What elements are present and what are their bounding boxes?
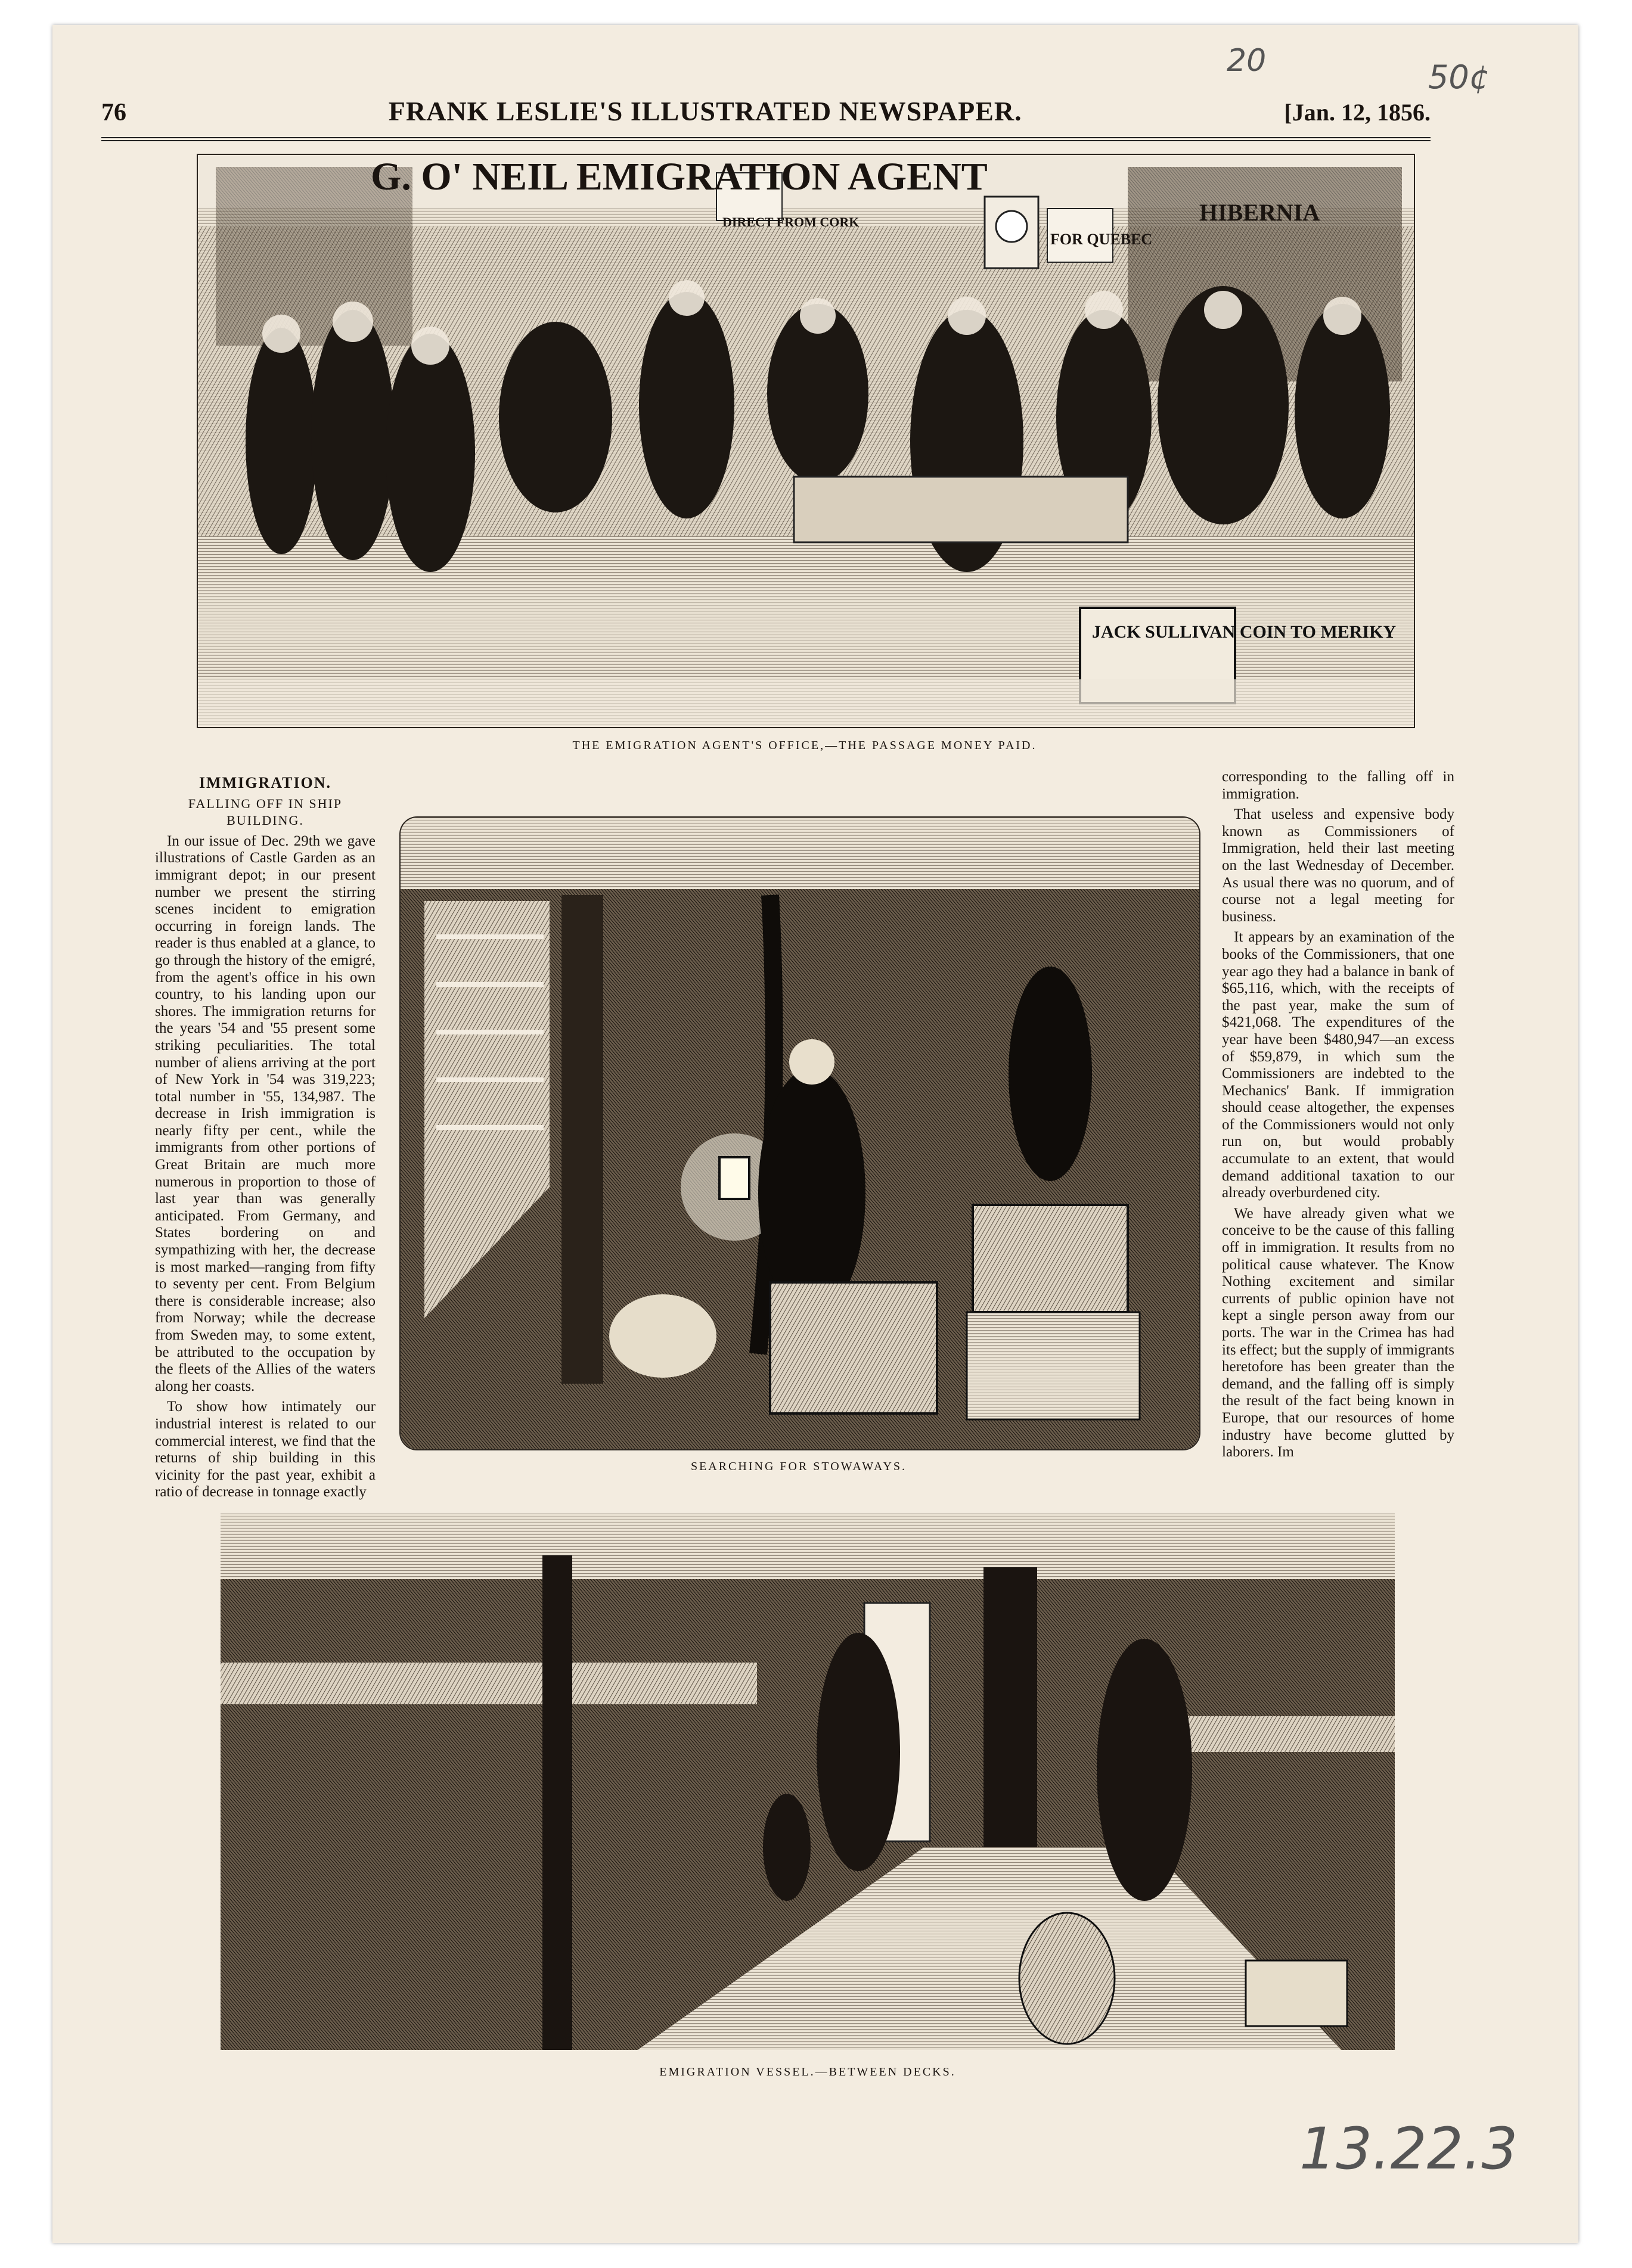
between-decks-engraving <box>221 1514 1395 2050</box>
article-subheading: FALLING OFF IN SHIP BUILDING. <box>188 796 343 828</box>
stowaways-engraving <box>401 818 1199 1449</box>
agent-office-engraving <box>198 155 1414 727</box>
agent-sign-text: G. O' NEIL EMIGRATION AGENT <box>371 155 988 198</box>
newspaper-title: FRANK LESLIE'S ILLUSTRATED NEWSPAPER. <box>388 96 1022 126</box>
article-paragraph: In our issue of Dec. 29th we gave illustrations of Castle Garden as an immigrant depot; in our present number we present the stirring scenes incident to emigration occurring in foreign lands. The reader is thus enabled at a glance, to go through the history of the emigré, from the agent's office in his own country, to his landing upon our shores. The immigration returns for the years '54 and '55 present some striking peculiarities. The total number of aliens arriving at the port of New York in '54 was 319,223; total number in '55, 134,987. The decrease in Irish immigration is nearly fifty per cent., while the immigrants from other portions of Great Britain are much more numerous in proportion to those of last year than was generally anticipated. From Germany, and States bordering on and sympathizing with her, the decrease is most marked—ranging from fifty to seventy per cent. From Belgium there is considerable increase; also from Norway; while the decrease from Sweden may, to some extent, be attributed to the occupation by the fleets of the Allies of the waters along her coasts. <box>155 832 376 1394</box>
article-paragraph: We have already given what we conceive to be the cause of this falling off in immigration. It results from no political cause whatever. The Know Nothing excitement and similar currents of public opinion have not kept a single person away from our ports. The war in the Crimea has had its effect; but the supply of immigrants heretofore has been greater than the demand, and the falling off is simply the result of the fact being known in Europe, that our resources of home industry have become glutted by laborers. Im <box>1222 1205 1454 1461</box>
middle-illustration-caption: SEARCHING FOR STOWAWAYS. <box>690 1460 907 1473</box>
page-number: 76 <box>101 99 126 126</box>
between-decks-illustration <box>221 1514 1395 2050</box>
issue-date: [Jan. 12, 1856. <box>1284 99 1431 126</box>
masthead <box>101 95 1431 141</box>
pencil-annotation-top: 20 <box>1227 43 1267 79</box>
article-paragraph: It appears by an examination of the books of the Commissioners, that one year ago they had a balance in bank of $65,116, which, with the receipts of the past year, make the sum of $421,068. The expenditures of the year have been $480,947—an excess of $59,879, in which sum the Commissioners are indebted to the Mechanics' Bank. If immigration should cease altogether, the expenses of the Commissioners would not only run on, but would probably accumulate to an extent, that would demand additional taxation to our already overburdened city. <box>1222 929 1454 1201</box>
emigration-agent-office-illustration <box>197 154 1415 728</box>
article-heading: IMMIGRATION. <box>198 774 332 791</box>
top-illustration-caption: THE EMIGRATION AGENT'S OFFICE,—THE PASSAGE MONEY PAID. <box>572 739 1037 752</box>
article-right-column <box>1222 769 1454 1465</box>
price-annotation: 50¢ <box>1428 58 1490 96</box>
stowaways-illustration <box>399 816 1200 1450</box>
cork-sign-text: DIRECT FROM CORK <box>722 215 860 229</box>
hibernia-sign-text: HIBERNIA <box>1199 199 1320 226</box>
article-left-column <box>155 775 376 1505</box>
article-paragraph: To show how intimately our industrial interest is related to our commercial interest, we find that the returns of ship building in this vicinity for the past year, exhibit a ratio of decrease in tonnage exactly <box>155 1399 376 1500</box>
quebec-sign-text: FOR QUEBEC <box>1050 231 1153 248</box>
trunk-label: JACK SULLIVAN COIN TO MERIKY <box>1092 622 1397 642</box>
bottom-illustration-caption: EMIGRATION VESSEL.—BETWEEN DECKS. <box>659 2065 956 2079</box>
catalog-number-annotation: 13.22.3 <box>1299 2115 1518 2182</box>
article-paragraph: corresponding to the falling off in immigration. <box>1222 769 1454 802</box>
article-paragraph: That useless and expensive body known as Commissioners of Immigration, held their last meeting on the last Wednesday of December. As usual there was no quorum, and of course not a legal meeting for business. <box>1222 806 1454 925</box>
